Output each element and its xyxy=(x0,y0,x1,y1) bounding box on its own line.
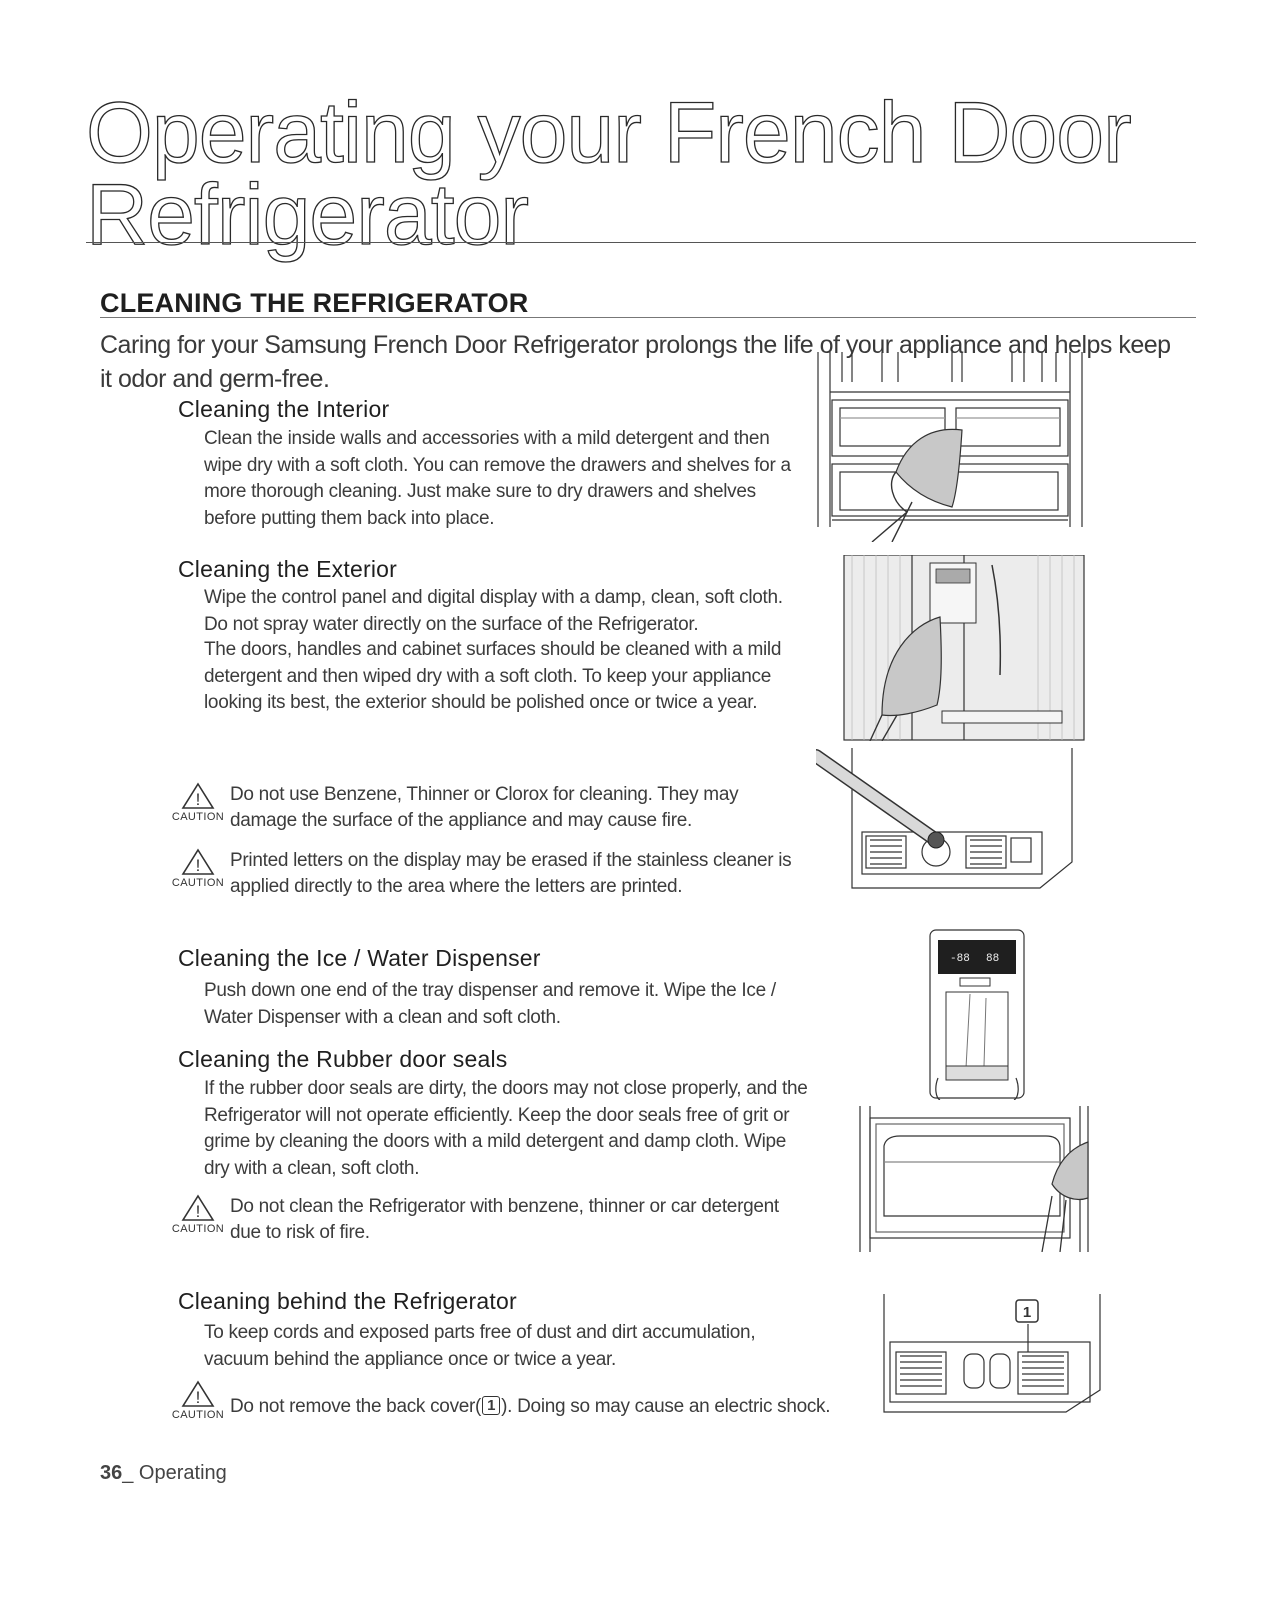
dispenser-body: Push down one end of the tray dispenser and remove it. Wipe the Ice / Water Dispenser with a clean and soft cloth. xyxy=(204,980,776,1028)
caution-text-after: ). Doing so may cause an electric shock. xyxy=(501,1396,831,1417)
svg-text:!: ! xyxy=(195,790,201,809)
svg-text:!: ! xyxy=(195,1388,201,1407)
exterior-heading: Cleaning the Exterior xyxy=(178,556,397,582)
interior-drawers-illustration xyxy=(812,352,1088,542)
behind-heading: Cleaning behind the Refrigerator xyxy=(178,1288,517,1314)
page-number: 36 xyxy=(100,1462,123,1484)
caution-icon xyxy=(166,848,230,889)
back-cover-callout: 1 xyxy=(1022,1304,1032,1321)
page-title-line1: Operating your French Door xyxy=(86,85,1131,181)
section-rule xyxy=(100,317,1196,318)
caution-benzene xyxy=(166,782,806,834)
caution-label: CAUTION xyxy=(171,811,225,823)
display-readout-right: 88 xyxy=(986,953,1000,965)
exterior-body-1: Wipe the control panel and digital display with a damp, clean, soft cloth. Do not spray water directly on the surface of the Refrigerator. xyxy=(204,587,783,635)
caution-label: CAUTION xyxy=(171,1223,225,1235)
door-seal-illustration xyxy=(856,1106,1090,1252)
page-title xyxy=(86,85,1196,263)
page-footer xyxy=(100,1462,227,1485)
caution-text: Printed letters on the display may be erased if the stainless cleaner is applied directly to the area where the letters are printed. xyxy=(230,850,792,897)
caution-car-detergent xyxy=(166,1194,806,1246)
back-cover-illustration xyxy=(868,1294,1104,1418)
dispenser-illustration xyxy=(926,928,1028,1100)
page-title-line2: Refrigerator xyxy=(86,167,529,263)
caution-icon xyxy=(166,1380,230,1421)
svg-text:!: ! xyxy=(195,1202,201,1221)
caution-label: CAUTION xyxy=(171,1409,225,1421)
behind-body: To keep cords and exposed parts free of dust and dirt accumulation, vacuum behind the appliance once or twice a year. xyxy=(204,1322,756,1370)
svg-text:!: ! xyxy=(195,856,201,875)
seals-heading: Cleaning the Rubber door seals xyxy=(178,1046,508,1072)
display-readout-left: -88 xyxy=(950,953,970,965)
caution-display-letters xyxy=(166,848,806,900)
caution-icon xyxy=(166,1194,230,1235)
seals-body: If the rubber door seals are dirty, the doors may not close properly, and the Refrigerator will not operate efficiently. Keep the door seals free of grit or grime by cleaning the doors with a mild detergent and damp cloth. Wipe dry with a clean, soft cloth. xyxy=(204,1078,808,1179)
section-title: CLEANING THE REFRIGERATOR xyxy=(100,288,529,318)
dispenser-heading: Cleaning the Ice / Water Dispenser xyxy=(178,945,541,971)
exterior-body-2: The doors, handles and cabinet surfaces should be cleaned with a mild detergent and then wiped dry with a soft cloth. To keep your appliance looking its best, the exterior should be polished once or twice a year. xyxy=(204,639,782,713)
back-cover-badge: 1 xyxy=(482,1396,500,1415)
title-rule xyxy=(86,242,1196,243)
caution-back-cover xyxy=(166,1380,886,1421)
caution-text: Do not clean the Refrigerator with benzene, thinner or car detergent due to risk of fire. xyxy=(230,1196,779,1243)
interior-heading: Cleaning the Interior xyxy=(178,396,390,422)
caution-icon xyxy=(166,782,230,823)
caution-text xyxy=(230,1380,830,1420)
caution-text-before: Do not remove the back cover( xyxy=(230,1396,482,1417)
exterior-door-illustration xyxy=(842,555,1086,741)
vacuum-rear-illustration xyxy=(816,748,1076,893)
caution-label: CAUTION xyxy=(171,877,225,889)
footer-section-name: _ Operating xyxy=(122,1462,227,1484)
section-intro: Caring for your Samsung French Door Refrigerator prolongs the life of your appliance and helps keep it odor and germ-free. xyxy=(100,331,1171,393)
caution-text: Do not use Benzene, Thinner or Clorox for cleaning. They may damage the surface of the appliance and may cause fire. xyxy=(230,784,739,831)
interior-body: Clean the inside walls and accessories with a mild detergent and then wipe dry with a soft cloth. You can remove the drawers and shelves for a more thorough cleaning. Just make sure to dry drawers and shelves before putting them back into place. xyxy=(204,428,791,529)
